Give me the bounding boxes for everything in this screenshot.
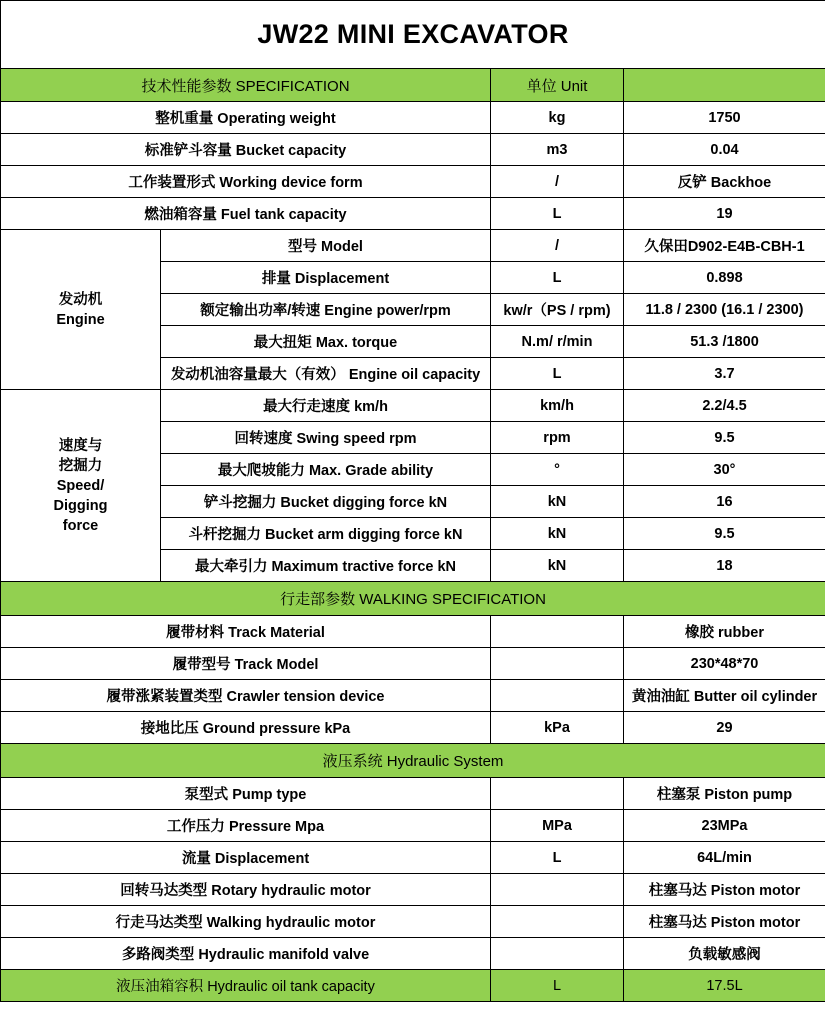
spec-label: 履带涨紧装置类型 Crawler tension device bbox=[1, 680, 491, 712]
table-row bbox=[1, 906, 825, 938]
spec-value: 反铲 Backhoe bbox=[624, 166, 825, 198]
spec-unit bbox=[491, 906, 624, 938]
hydraulic-section-row bbox=[1, 744, 825, 778]
spec-value: 17.5L bbox=[624, 970, 825, 1002]
spec-value: 橡胶 rubber bbox=[624, 616, 825, 648]
spec-value: 负载敏感阀 bbox=[624, 938, 825, 970]
spec-unit: kN bbox=[491, 486, 624, 518]
spec-label: 行走马达类型 Walking hydraulic motor bbox=[1, 906, 491, 938]
spec-label: 燃油箱容量 Fuel tank capacity bbox=[1, 198, 491, 230]
title-row bbox=[1, 1, 825, 69]
table-row bbox=[1, 810, 825, 842]
spec-value: 1750 bbox=[624, 102, 825, 134]
speed-group-line: 挖掘力 bbox=[58, 457, 103, 474]
table-row bbox=[1, 778, 825, 810]
spec-unit: N.m/ r/min bbox=[491, 326, 624, 358]
spec-label: 回转速度 Swing speed rpm bbox=[161, 422, 491, 454]
spec-value: 30° bbox=[624, 454, 825, 486]
table-row bbox=[1, 874, 825, 906]
spec-value: 9.5 bbox=[624, 518, 825, 550]
engine-group-en: Engine bbox=[56, 311, 105, 328]
spec-value: 16 bbox=[624, 486, 825, 518]
spec-label: 履带材料 Track Material bbox=[1, 616, 491, 648]
speed-group-line: Speed/ bbox=[56, 477, 105, 494]
spec-unit: m3 bbox=[491, 134, 624, 166]
spec-label: 发动机油容量最大（有效） Engine oil capacity bbox=[161, 358, 491, 390]
hydraulic-section-title: 液压系统 Hydraulic System bbox=[1, 744, 825, 778]
spec-unit: kN bbox=[491, 518, 624, 550]
spec-unit: L bbox=[491, 358, 624, 390]
spec-value: 柱塞马达 Piston motor bbox=[624, 874, 825, 906]
spec-label: 回转马达类型 Rotary hydraulic motor bbox=[1, 874, 491, 906]
spec-value: 18 bbox=[624, 550, 825, 582]
spec-unit: kN bbox=[491, 550, 624, 582]
table-row bbox=[1, 970, 825, 1002]
speed-group-line: force bbox=[62, 517, 99, 534]
spec-value: 黄油油缸 Butter oil cylinder bbox=[624, 680, 825, 712]
spec-label: 工作装置形式 Working device form bbox=[1, 166, 491, 198]
spec-value: 9.5 bbox=[624, 422, 825, 454]
engine-group-cn: 发动机 bbox=[58, 291, 103, 308]
spec-unit: kw/r（PS / rpm) bbox=[491, 294, 624, 326]
spec-unit bbox=[491, 874, 624, 906]
spec-value: 230*48*70 bbox=[624, 648, 825, 680]
spec-value: 0.04 bbox=[624, 134, 825, 166]
table-row bbox=[1, 198, 825, 230]
table-row bbox=[1, 712, 825, 744]
spec-label: 斗杆挖掘力 Bucket arm digging force kN bbox=[161, 518, 491, 550]
engine-group-label bbox=[1, 230, 161, 390]
header-spec: 技术性能参数 SPECIFICATION bbox=[1, 69, 491, 102]
spec-unit: L bbox=[491, 970, 624, 1002]
speed-group-label bbox=[1, 390, 161, 582]
spec-unit bbox=[491, 680, 624, 712]
speed-group-line: 速度与 bbox=[58, 437, 103, 454]
spec-label: 最大扭矩 Max. torque bbox=[161, 326, 491, 358]
table-row bbox=[1, 616, 825, 648]
table-row bbox=[1, 134, 825, 166]
spec-unit: L bbox=[491, 842, 624, 874]
spec-value: 柱塞马达 Piston motor bbox=[624, 906, 825, 938]
spec-unit bbox=[491, 938, 624, 970]
spec-label: 整机重量 Operating weight bbox=[1, 102, 491, 134]
table-row bbox=[1, 648, 825, 680]
table-row bbox=[1, 390, 825, 422]
table-row bbox=[1, 166, 825, 198]
spec-label: 履带型号 Track Model bbox=[1, 648, 491, 680]
spec-label: 最大行走速度 km/h bbox=[161, 390, 491, 422]
table-row bbox=[1, 230, 825, 262]
spec-label: 额定输出功率/转速 Engine power/rpm bbox=[161, 294, 491, 326]
spec-label: 铲斗挖掘力 Bucket digging force kN bbox=[161, 486, 491, 518]
spec-value: 柱塞泵 Piston pump bbox=[624, 778, 825, 810]
spec-unit bbox=[491, 648, 624, 680]
spec-unit bbox=[491, 616, 624, 648]
spec-value: 3.7 bbox=[624, 358, 825, 390]
spec-label: 最大牵引力 Maximum tractive force kN bbox=[161, 550, 491, 582]
spec-value: 23MPa bbox=[624, 810, 825, 842]
spec-label: 型号 Model bbox=[161, 230, 491, 262]
spec-unit: km/h bbox=[491, 390, 624, 422]
spec-unit: L bbox=[491, 198, 624, 230]
header-unit: 单位 Unit bbox=[491, 69, 624, 102]
spec-label: 多路阀类型 Hydraulic manifold valve bbox=[1, 938, 491, 970]
spec-value: 64L/min bbox=[624, 842, 825, 874]
spec-value: 0.898 bbox=[624, 262, 825, 294]
spec-unit bbox=[491, 778, 624, 810]
spec-value: 11.8 / 2300 (16.1 / 2300) bbox=[624, 294, 825, 326]
spec-label: 排量 Displacement bbox=[161, 262, 491, 294]
walking-section-title: 行走部参数 WALKING SPECIFICATION bbox=[1, 582, 825, 616]
spec-label: 工作压力 Pressure Mpa bbox=[1, 810, 491, 842]
spec-unit: L bbox=[491, 262, 624, 294]
spec-label: 流量 Displacement bbox=[1, 842, 491, 874]
spec-label: 接地比压 Ground pressure kPa bbox=[1, 712, 491, 744]
spec-unit: / bbox=[491, 230, 624, 262]
spec-label: 最大爬坡能力 Max. Grade ability bbox=[161, 454, 491, 486]
table-row bbox=[1, 680, 825, 712]
spec-unit: / bbox=[491, 166, 624, 198]
spec-unit: rpm bbox=[491, 422, 624, 454]
header-value bbox=[624, 69, 825, 102]
spec-value: 51.3 /1800 bbox=[624, 326, 825, 358]
walking-section-row bbox=[1, 582, 825, 616]
spec-unit: MPa bbox=[491, 810, 624, 842]
spec-label: 泵型式 Pump type bbox=[1, 778, 491, 810]
spec-label: 标准铲斗容量 Bucket capacity bbox=[1, 134, 491, 166]
table-row bbox=[1, 842, 825, 874]
spec-value: 2.2/4.5 bbox=[624, 390, 825, 422]
spec-label: 液压油箱容积 Hydraulic oil tank capacity bbox=[1, 970, 491, 1002]
spec-value: 29 bbox=[624, 712, 825, 744]
spec-unit: ° bbox=[491, 454, 624, 486]
spec-value: 19 bbox=[624, 198, 825, 230]
spec-unit: kPa bbox=[491, 712, 624, 744]
spec-unit: kg bbox=[491, 102, 624, 134]
document-title: JW22 MINI EXCAVATOR bbox=[1, 1, 825, 69]
header-row bbox=[1, 69, 825, 102]
table-row bbox=[1, 938, 825, 970]
spec-value: 久保田D902-E4B-CBH-1 bbox=[624, 230, 825, 262]
table-row bbox=[1, 102, 825, 134]
speed-group-line: Digging bbox=[53, 497, 108, 514]
